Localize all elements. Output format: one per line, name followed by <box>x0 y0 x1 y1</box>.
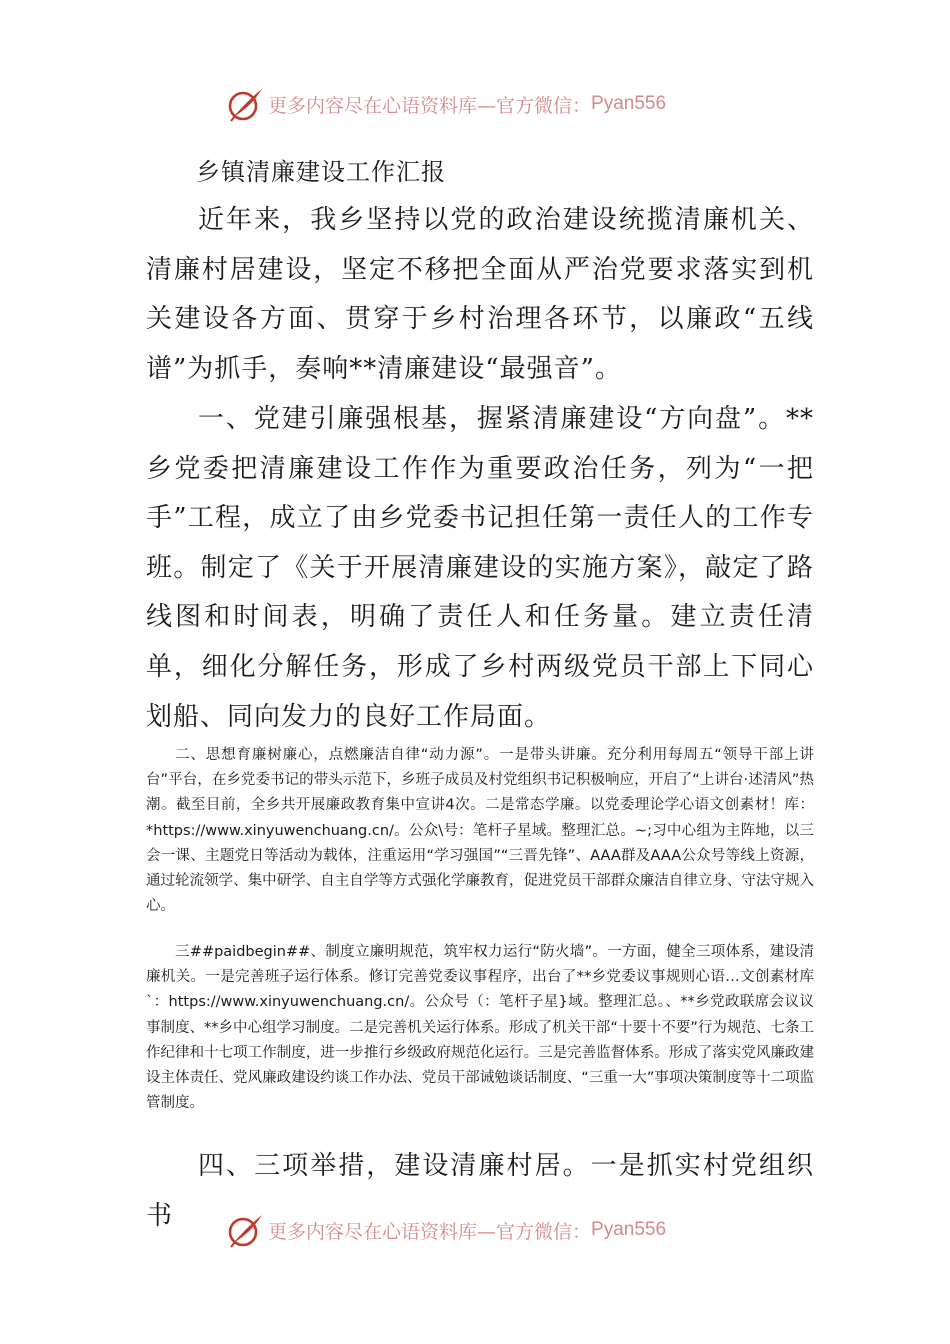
paragraph-section-4: 四、三项举措，建设清廉村居。一是抓实村党组织书 <box>146 1151 814 1231</box>
paragraph-intro: 近年来，我乡坚持以党的政治建设统揽清廉机关、清廉村居建设，坚定不移把全面从严治党要求落实到机关建设各方面、贯穿于乡村治理各环节，以廉政“五线谱”为抓手，奏响**清廉建设“最强音”。 <box>146 205 814 384</box>
header-banner <box>226 84 746 124</box>
quill-logo-icon <box>226 84 266 124</box>
paragraph-section-2: 二、思想育廉树廉心，点燃廉洁自律“动力源”。一是带头讲廉。充分利用每周五“领导干部上讲台”平台，在乡党委书记的带头示范下，乡班子成员及村党组织书记积极响应，开启了“上讲台·述清风”热潮。截至目前，全乡共开展廉政教育集中宣讲4次。二是常态学廉。以党委理论学心语文创素材！库：*https://www.xinyuwenchuang.cn/。公众\号：笔杆子星域。整理汇总。~;习中心组为主阵地，以三会一课、主题党日等活动为载体，注重运用“学习强国”“三晋先锋”、AAA群及AAA公众号等线上资源，通过轮流领学、集中研学、自主自学等方式强化学廉教育，促进党员干部群众廉洁自律立身、守法守规入心。 <box>146 747 814 915</box>
footer-banner <box>226 1210 746 1250</box>
quill-logo-icon <box>226 1210 266 1250</box>
document-title: 乡镇清廉建设工作汇报 <box>196 158 446 186</box>
banner-wechat-id: Pyan556 <box>591 93 667 114</box>
banner-text: 更多内容尽在心语资料库—官方微信： <box>268 1220 592 1243</box>
paragraph-section-3: 三##paidbegin##、制度立廉明规范，筑牢权力运行“防火墙”。一方面，健全三项体系，建设清廉机关。一是完善班子运行体系。修订完善党委议事程序，出台了**乡党委议事规则心语…文创素材库`：https://www.xinyuwenchuang.cn/。公众号（：笔杆子星}域。整理汇总。、**乡党政联席会议议事制度、**乡中心组学习制度。二是完善机关运行体系。形成了机关干部“十要十不要”行为规范、七条工作纪律和十七项工作制度，进一步推行乡级政府规范化运行。三是完善监督体系。形成了落实党风廉政建设主体责任、党风廉政建设约谈工作办法、党员干部诫勉谈话制度、“三重一大”事项决策制度等十二项监管制度。 <box>146 944 814 1112</box>
banner-text: 更多内容尽在心语资料库—官方微信： <box>268 94 592 117</box>
banner-wechat-id: Pyan556 <box>591 1219 667 1240</box>
paragraph-section-1: 一、党建引廉强根基，握紧清廉建设“方向盘”。**乡党委把清廉建设工作作为重要政治任务，列为“一把手”工程，成立了由乡党委书记担任第一责任人的工作专班。制定了《关于开展清廉建设的实施方案》，敲定了路线图和时间表，明确了责任人和任务量。建立责任清单，细化分解任务，形成了乡村两级党员干部上下同心划船、同向发力的良好工作局面。 <box>146 404 814 732</box>
